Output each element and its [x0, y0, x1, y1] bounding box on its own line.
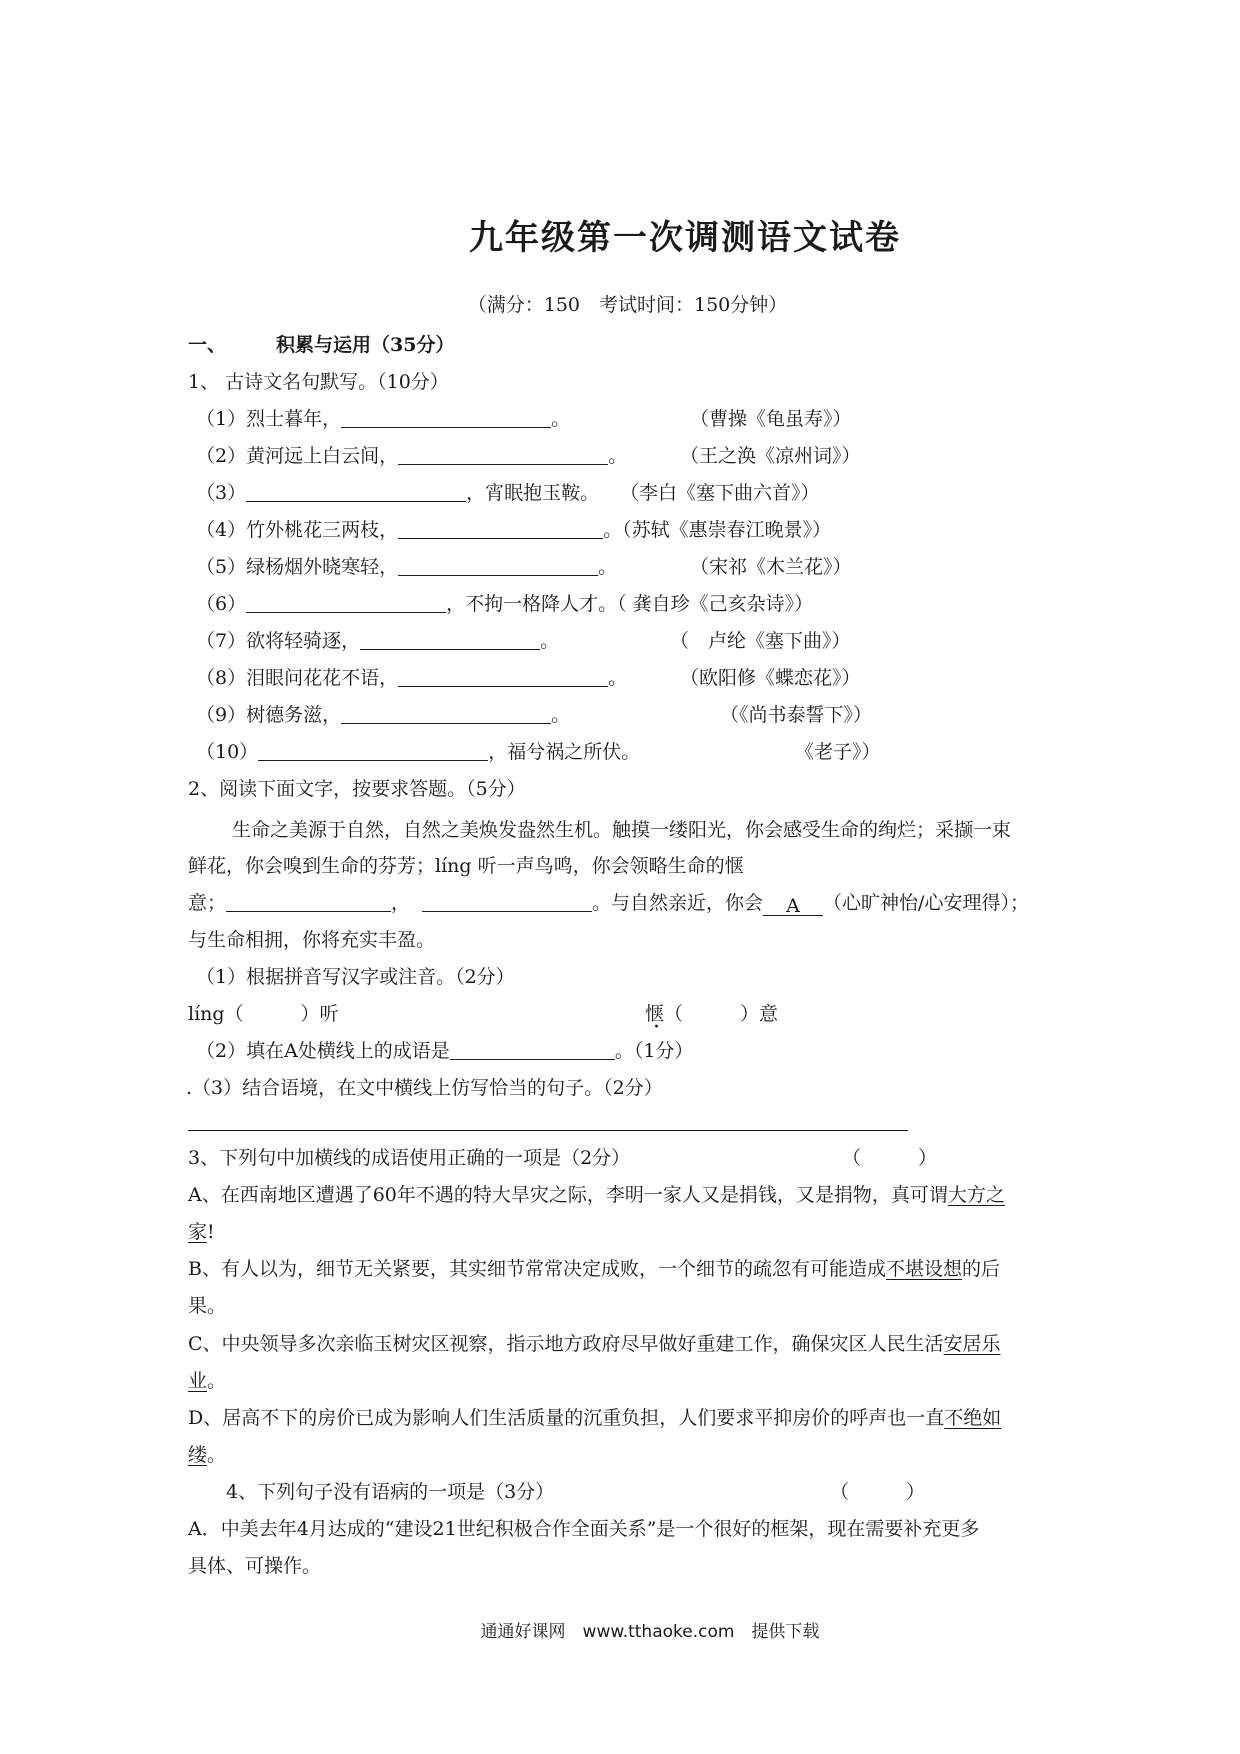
underlined-idiom: 大方之	[947, 1184, 1005, 1206]
question-1-heading: 1、 古诗文名句默写。（10分）	[188, 371, 449, 393]
poem-source-10: 《老子》）	[795, 741, 881, 763]
answer-blank[interactable]	[341, 407, 551, 428]
question-2-heading: 2、阅读下面文字，按要求答题。（5分）	[188, 778, 526, 800]
sub-question-2: （2）填在A处横线上的成语是 。（1分）	[196, 1040, 694, 1062]
poem-item-10: （10） ，福兮祸之所伏。	[196, 741, 641, 763]
poem-item-5: （5）绿杨烟外晓寒轻， 。	[196, 556, 618, 578]
q4-option-a-line-2: 具体、可操作。	[188, 1555, 322, 1577]
footer-credit: 通通好课网 www.tthaoke.com 提供下载	[480, 1622, 820, 1642]
question-4-heading: 4、下列句子没有语病的一项是（3分）	[226, 1481, 555, 1503]
poem-item-8: （8）泪眼问花花不语， 。	[196, 667, 628, 689]
answer-paren[interactable]: （ ）	[842, 1147, 938, 1169]
poem-source-1: （曹操《龟虽寿》）	[690, 408, 852, 430]
option-d-line-2: 缕。	[188, 1444, 227, 1466]
option-b-line-2: 果。	[188, 1295, 227, 1317]
imitation-blank-2[interactable]	[422, 891, 592, 912]
poem-item-9: （9）树德务滋， 。	[196, 704, 571, 726]
poem-item-2: （2）黄河远上白云间， 。	[196, 445, 628, 467]
answer-blank[interactable]	[450, 1039, 615, 1060]
poem-item-3: （3） ，宵眠抱玉鞍。	[196, 482, 600, 504]
question-3-heading: 3、下列句中加横线的成语使用正确的一项是（2分）	[188, 1147, 631, 1169]
answer-blank[interactable]	[246, 592, 446, 613]
answer-blank[interactable]	[398, 555, 598, 576]
answer-blank[interactable]	[258, 740, 488, 761]
answer-line[interactable]	[188, 1130, 908, 1131]
page-title: 九年级第一次调测语文试卷	[469, 218, 901, 258]
poem-source-8: （欧阳修《蝶恋花》）	[680, 667, 861, 689]
underlined-idiom: 不绝如	[944, 1407, 1002, 1429]
answer-blank[interactable]	[398, 444, 608, 465]
poem-source-5: （宋祁《木兰花》）	[690, 556, 852, 578]
poem-item-7: （7）欲将轻骑逐， 。	[196, 630, 560, 652]
poem-source-6: （ 龚自珍《己亥杂诗》）	[617, 593, 814, 615]
sub-question-3: .（3）结合语境，在文中横线上仿写恰当的句子。（2分）	[186, 1077, 663, 1099]
answer-blank[interactable]	[246, 481, 466, 502]
answer-blank[interactable]	[341, 703, 551, 724]
annotation-item: 惬（ ）意	[645, 1003, 779, 1025]
section-number: 一、	[188, 334, 227, 356]
passage-line-3: 意； ， 。与自然亲近，你会 A （心旷神怡/心安理得）；	[188, 892, 1029, 917]
answer-blank[interactable]	[398, 666, 608, 687]
poem-source-9: （《尚书泰誓下》）	[720, 704, 873, 726]
poem-item-4: （4）竹外桃花三两枝， 。（苏轼《惠崇春江晚景》）	[196, 519, 832, 541]
option-b-line-1: B、有人以为，细节无关紧要，其实细节常常决定成败，一个细节的疏忽有可能造成不堪设想的后	[188, 1258, 1000, 1280]
section-heading	[188, 330, 454, 357]
passage-line-4: 与生命相拥，你将充实丰盈。	[188, 929, 436, 951]
sub-question-1: （1）根据拼音写汉字或注音。（2分）	[196, 966, 515, 988]
imitation-blank-1[interactable]	[226, 891, 391, 912]
poem-item-6: （6） ，不拘一格降人才。（ 龚自珍《己亥杂诗》）	[196, 593, 814, 615]
passage-line-2: 鲜花，你会嗅到生命的芬芳；líng 听一声鸟鸣，你会领略生命的惬	[188, 855, 744, 877]
option-a-line-2: 家!	[188, 1221, 215, 1243]
idiom-blank-a[interactable]: A	[763, 895, 823, 916]
answer-blank[interactable]	[360, 629, 540, 650]
section-title: 积累与运用（35分）	[276, 334, 455, 356]
answer-blank[interactable]	[398, 518, 603, 539]
q4-option-a-line-1: A．中美去年4月达成的“建设21世纪积极合作全面关系”是一个很好的框架，现在需要补充更多	[188, 1518, 980, 1540]
poem-item-1: （1）烈士暮年， 。	[196, 408, 571, 430]
option-c-line-2: 业。	[188, 1370, 227, 1392]
option-c-line-1: C、中央领导多次亲临玉树灾区视察，指示地方政府尽早做好重建工作，确保灾区人民生活安居乐	[188, 1333, 1001, 1355]
passage-line-1: 生命之美源于自然，自然之美焕发盎然生机。触摸一缕阳光，你会感受生命的绚烂；采撷一束	[232, 819, 1012, 841]
answer-paren[interactable]: （ ）	[830, 1481, 926, 1503]
exam-info: （满分：150 考试时间：150分钟）	[467, 294, 788, 316]
underlined-idiom: 安居乐	[943, 1333, 1001, 1355]
poem-source-3: （李白《塞下曲六首》）	[620, 482, 820, 504]
poem-source-4: （苏轼《惠崇春江晚景》）	[622, 519, 832, 541]
pinyin-item: líng（ ）听	[188, 1003, 339, 1025]
option-d-line-1: D、居高不下的房价已成为影响人们生活质量的沉重负担，人们要求平抑房价的呼声也一直不绝如	[188, 1407, 1002, 1429]
underlined-idiom: 不堪设想	[885, 1258, 962, 1280]
option-a-line-1: A、在西南地区遭遇了60年不遇的特大旱灾之际，李明一家人又是捐钱，又是捐物，真可谓大方之	[188, 1184, 1005, 1206]
poem-source-2: （王之涣《凉州词》）	[680, 445, 861, 467]
poem-source-7: （ 卢纶《塞下曲》）	[670, 630, 851, 652]
